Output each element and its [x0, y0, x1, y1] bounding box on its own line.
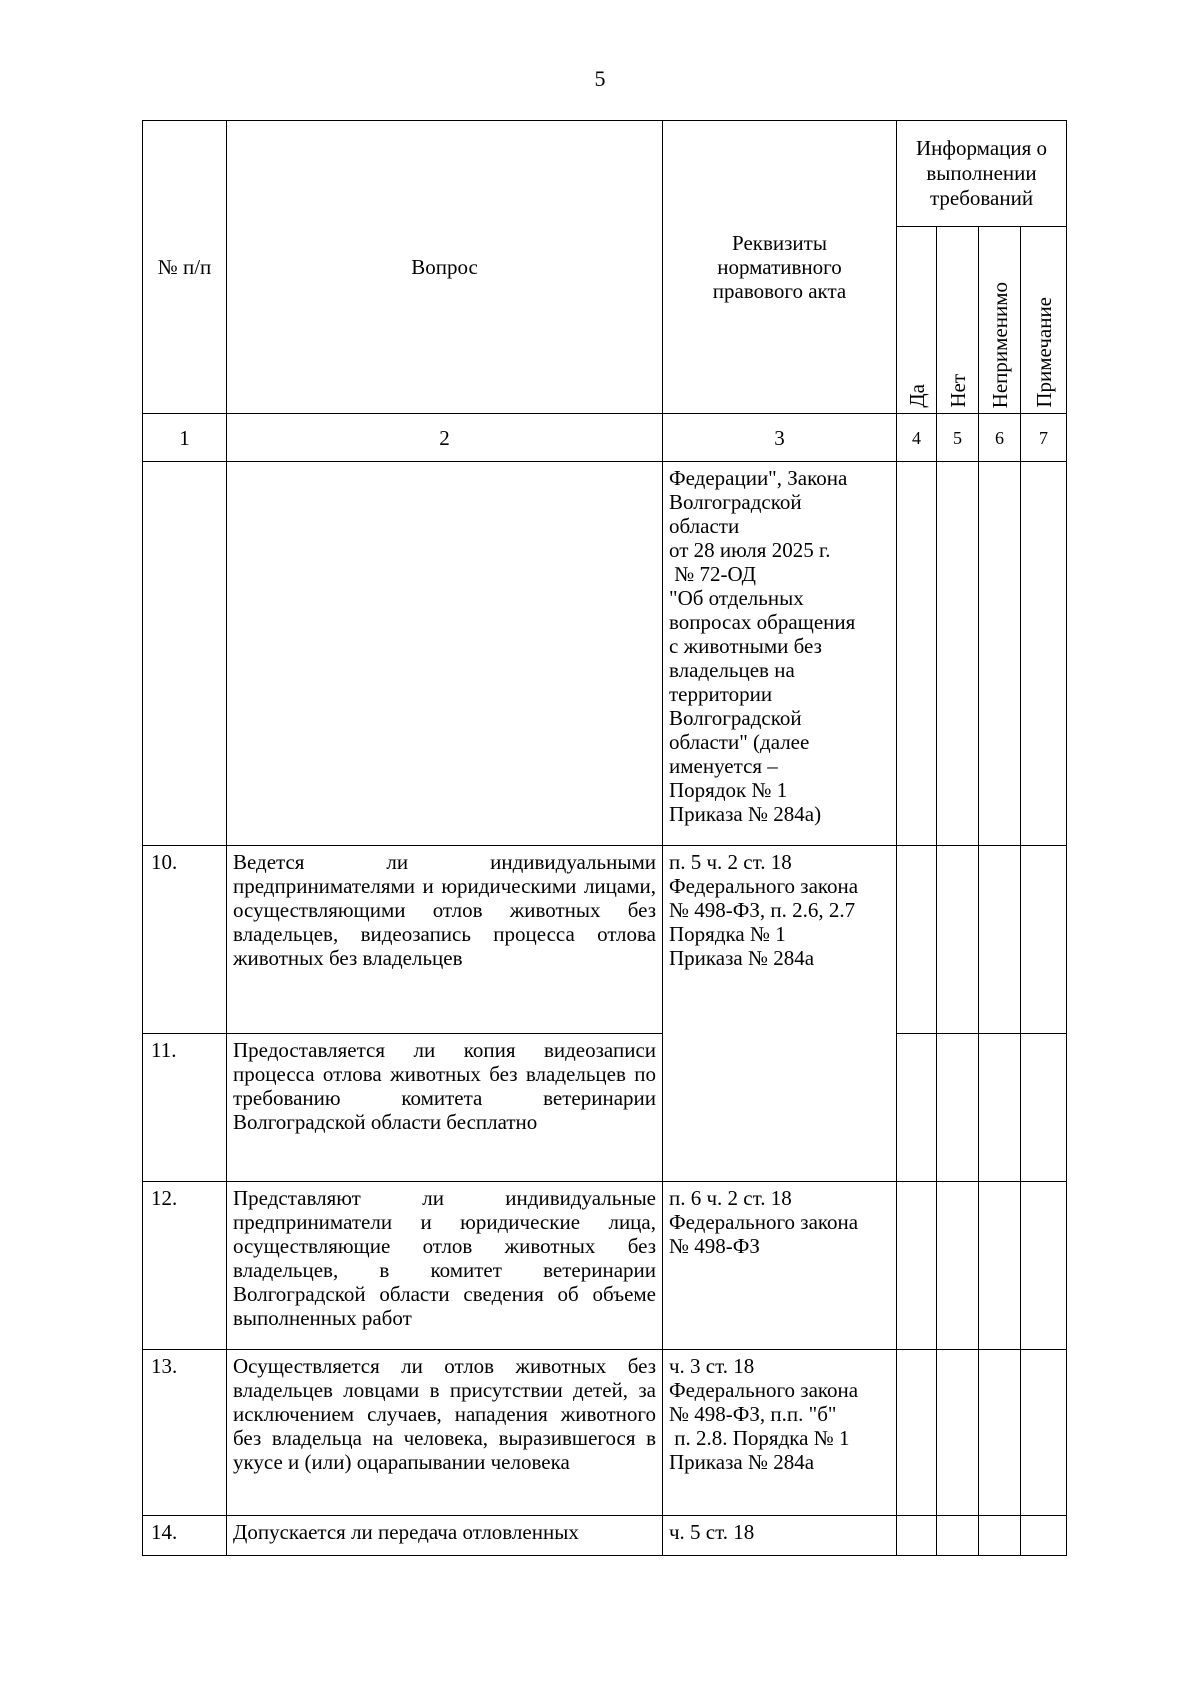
- requisites-line: № 498-ФЗ, п. 2.6, 2.7: [669, 898, 856, 922]
- note-cell: [1021, 1034, 1067, 1182]
- header-note-label: Примечание: [1031, 297, 1056, 408]
- column-number: 4: [897, 414, 937, 462]
- requisites-cell: [663, 1350, 897, 1516]
- requisites-line: Федерального закона: [669, 874, 859, 898]
- requisites-line: п. 2.8. Порядка № 1: [669, 1426, 850, 1450]
- not-applicable-cell: [979, 846, 1021, 1034]
- header-yes: [897, 227, 937, 414]
- requisites-line: Приказа № 284а: [669, 1450, 815, 1474]
- yes-cell: [897, 1350, 937, 1516]
- requisites-line: ч. 3 ст. 18: [669, 1354, 755, 1378]
- row-number: 14.: [143, 1516, 227, 1556]
- table-row: [143, 1182, 1067, 1350]
- header-info-group: Информация о выполнении требований: [897, 121, 1067, 227]
- requisites-line: от 28 июля 2025 г.: [669, 538, 831, 562]
- row-number: 10.: [143, 846, 227, 1034]
- yes-cell: [897, 1034, 937, 1182]
- header-note: [1021, 227, 1067, 414]
- no-cell: [937, 1034, 979, 1182]
- header-num: № п/п: [143, 121, 227, 414]
- requisites-cell: [663, 462, 897, 846]
- requisites-line: Федерального закона: [669, 1378, 859, 1402]
- header-no-label: Нет: [945, 374, 970, 408]
- yes-cell: [897, 1516, 937, 1556]
- num-cell: [143, 462, 227, 846]
- column-number: 3: [663, 414, 897, 462]
- requisites-line: № 498-ФЗ, п.п. "б": [669, 1402, 837, 1426]
- column-number: 5: [937, 414, 979, 462]
- requisites-line: области: [669, 514, 740, 538]
- table-row: [143, 1350, 1067, 1516]
- header-requisites: Реквизиты нормативного правового акта: [663, 121, 897, 414]
- note-cell: [1021, 846, 1067, 1034]
- no-cell: [937, 1350, 979, 1516]
- note-cell: [1021, 1516, 1067, 1556]
- requisites-line: области" (далее: [669, 730, 810, 754]
- requisites-line: с животными без: [669, 634, 822, 658]
- requisites-line: Приказа № 284а: [669, 946, 815, 970]
- requisites-line: вопросах обращения: [669, 610, 856, 634]
- page-number: 5: [594, 66, 606, 91]
- requisites-line: ч. 5 ст. 18: [669, 1520, 755, 1544]
- yes-cell: [897, 1182, 937, 1350]
- header-not-applicable: [979, 227, 1021, 414]
- header-yes-label: Да: [904, 384, 929, 408]
- no-cell: [937, 462, 979, 846]
- table-row-continued: [143, 462, 1067, 846]
- requisites-cell: [663, 1182, 897, 1350]
- header-question: Вопрос: [227, 121, 663, 414]
- requisites-line: № 498-ФЗ: [669, 1234, 760, 1258]
- requisites-line: территории: [669, 682, 773, 706]
- note-cell: [1021, 1182, 1067, 1350]
- requisites-line: п. 5 ч. 2 ст. 18: [669, 850, 792, 874]
- requisites-line: Федерации", Закона: [669, 466, 848, 490]
- requisites-line: п. 6 ч. 2 ст. 18: [669, 1186, 792, 1210]
- row-number: 13.: [143, 1350, 227, 1516]
- table-row: [143, 1516, 1067, 1556]
- requisites-cell: [663, 1516, 897, 1556]
- no-cell: [937, 846, 979, 1034]
- requisites-line: Порядка № 1: [669, 922, 786, 946]
- row-number: 12.: [143, 1182, 227, 1350]
- requisites-line: Федерального закона: [669, 1210, 859, 1234]
- requisites-line: Волгоградской: [669, 490, 802, 514]
- yes-cell: [897, 462, 937, 846]
- requisites-line: "Об отдельных: [669, 586, 804, 610]
- column-number: 1: [143, 414, 227, 462]
- no-cell: [937, 1182, 979, 1350]
- column-number: 2: [227, 414, 663, 462]
- note-cell: [1021, 462, 1067, 846]
- requisites-line: владельцев на: [669, 658, 795, 682]
- question-cell: Допускается ли передача отловленных: [227, 1516, 663, 1556]
- column-number: 7: [1021, 414, 1067, 462]
- requisites-line: Порядок № 1: [669, 778, 788, 802]
- column-number: 6: [979, 414, 1021, 462]
- not-applicable-cell: [979, 1516, 1021, 1556]
- checklist-table: [142, 120, 1067, 1556]
- requisites-cell: [663, 846, 897, 1182]
- table-row: [143, 846, 1067, 1034]
- question-cell: Представляют ли индивидуальные предприниматели и юридические лица, осуществляющие отлов животных без владельцев, в комитет ветеринарии Волгоградской области сведения об объеме выполненных работ: [227, 1182, 663, 1350]
- requisites-line: № 72-ОД: [669, 562, 756, 586]
- header-not-applicable-label: Неприменимо: [987, 281, 1012, 408]
- requisites-line: Приказа № 284а): [669, 802, 822, 826]
- question-cell: Осуществляется ли отлов животных без владельцев ловцами в присутствии детей, за исключением случаев, нападения животного без владельца на человека, выразившегося в укусе и (или) оцарапывании человека: [227, 1350, 663, 1516]
- no-cell: [937, 1516, 979, 1556]
- not-applicable-cell: [979, 1034, 1021, 1182]
- column-numbers-row: [143, 414, 1067, 462]
- header-no: [937, 227, 979, 414]
- table-row: [143, 1034, 1067, 1182]
- yes-cell: [897, 846, 937, 1034]
- requisites-line: именуется –: [669, 754, 778, 778]
- question-cell: [227, 462, 663, 846]
- note-cell: [1021, 1350, 1067, 1516]
- requisites-line: Волгоградской: [669, 706, 802, 730]
- question-cell: Ведется ли индивидуальными предпринимателями и юридическими лицами, осуществляющими отлов животных без владельцев, видеозапись процесса отлова животных без владельцев: [227, 846, 663, 1034]
- question-cell: Предоставляется ли копия видеозаписи процесса отлова животных без владельцев по требованию комитета ветеринарии Волгоградской области бесплатно: [227, 1034, 663, 1182]
- not-applicable-cell: [979, 1182, 1021, 1350]
- not-applicable-cell: [979, 1350, 1021, 1516]
- not-applicable-cell: [979, 462, 1021, 846]
- row-number: 11.: [143, 1034, 227, 1182]
